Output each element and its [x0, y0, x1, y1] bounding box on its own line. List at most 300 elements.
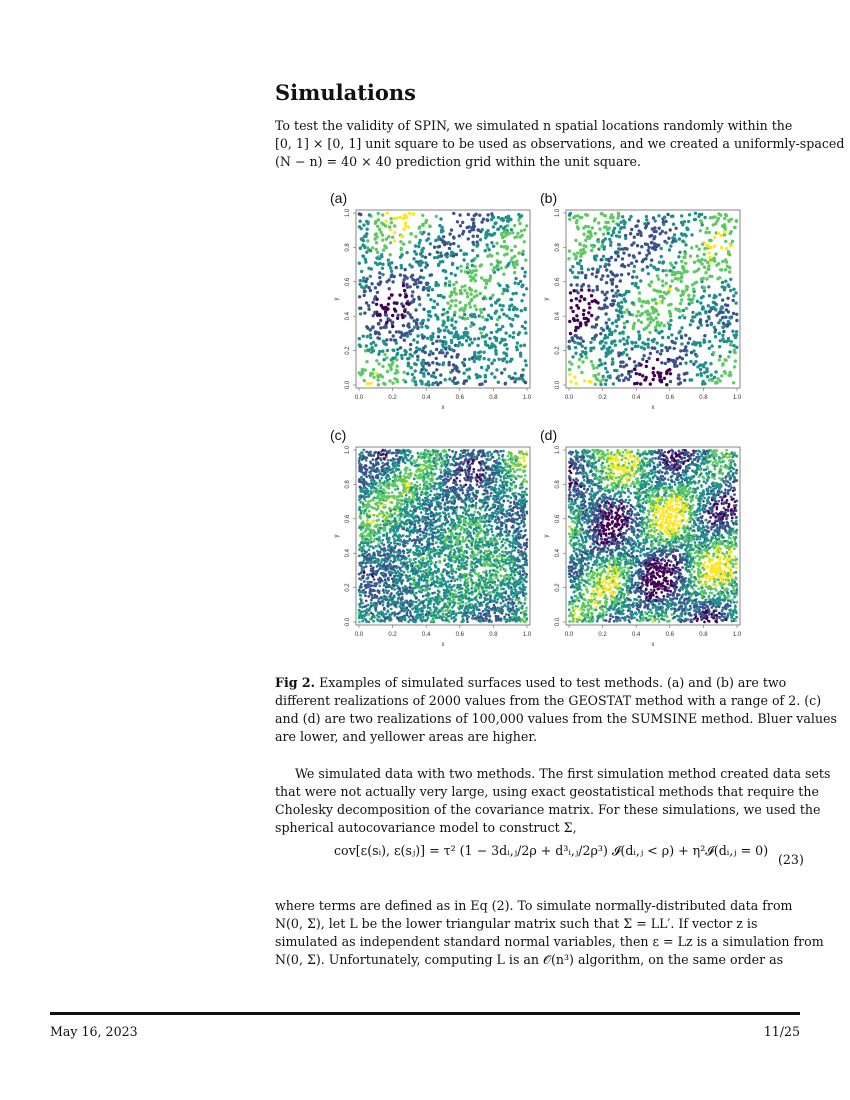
data-point [411, 290, 414, 293]
data-point [369, 588, 372, 591]
data-point [708, 294, 711, 297]
data-point [623, 311, 626, 314]
data-point [459, 532, 462, 535]
data-point [484, 374, 487, 377]
data-point [377, 322, 380, 325]
data-point [469, 288, 472, 291]
data-point [710, 344, 713, 347]
data-point [732, 299, 735, 302]
y-tick-label: 0.0 [345, 380, 351, 390]
data-point [503, 240, 506, 243]
data-point [486, 219, 489, 222]
data-point [389, 560, 392, 563]
data-point [431, 288, 434, 291]
data-point [494, 571, 497, 574]
data-point [714, 370, 717, 373]
data-point [600, 278, 603, 281]
data-point [713, 236, 716, 239]
data-point [587, 302, 590, 305]
data-point [718, 345, 721, 348]
data-point [721, 281, 724, 284]
data-point [506, 484, 509, 487]
data-point [486, 229, 489, 232]
data-point [610, 272, 613, 275]
data-point [592, 245, 595, 248]
data-point [361, 368, 364, 371]
data-point [497, 216, 500, 219]
data-point [607, 318, 610, 321]
data-point [409, 582, 412, 585]
data-point [519, 235, 522, 238]
data-point [627, 290, 630, 293]
data-point [418, 227, 421, 230]
data-point [597, 372, 600, 375]
data-point [661, 284, 664, 287]
data-point [587, 268, 590, 271]
data-point [373, 534, 376, 537]
data-point [378, 585, 381, 588]
data-point [511, 577, 514, 580]
data-point [496, 450, 499, 453]
data-point [508, 530, 511, 533]
data-point [691, 311, 694, 314]
data-point [712, 296, 715, 299]
data-point [648, 313, 651, 316]
data-point [416, 318, 419, 321]
data-point [584, 239, 587, 242]
data-point [637, 319, 640, 322]
data-point [358, 225, 361, 228]
data-point [735, 220, 738, 223]
data-point [697, 326, 700, 329]
data-point [372, 376, 375, 379]
data-point [372, 529, 375, 532]
data-point [685, 288, 688, 291]
data-point [625, 353, 628, 356]
data-point [655, 302, 658, 305]
data-point [583, 298, 586, 301]
data-point [424, 266, 427, 269]
data-point [579, 353, 582, 356]
data-point [488, 233, 491, 236]
data-point [407, 555, 410, 558]
data-point [575, 297, 578, 300]
data-point [482, 351, 485, 354]
data-point [634, 341, 637, 344]
data-point [669, 380, 672, 383]
data-point [482, 610, 485, 613]
data-point [621, 263, 624, 266]
data-point [387, 258, 390, 261]
data-point [493, 597, 496, 600]
data-point [571, 310, 574, 313]
data-point [459, 579, 462, 582]
data-point [498, 537, 501, 540]
data-point [484, 236, 487, 239]
data-point [708, 256, 711, 259]
data-point [570, 283, 573, 286]
data-point [379, 523, 382, 526]
data-point [492, 245, 495, 248]
data-point [482, 218, 485, 221]
x-tick-label: 0.2 [598, 395, 607, 401]
data-point [604, 367, 607, 370]
data-point [370, 282, 373, 285]
data-point [428, 224, 431, 227]
data-point [719, 339, 722, 342]
data-point [448, 603, 451, 606]
data-point [681, 314, 684, 317]
data-point [625, 247, 628, 250]
data-point [487, 314, 490, 317]
data-point [396, 458, 399, 461]
data-point [707, 244, 710, 247]
data-point [436, 303, 439, 306]
data-point [579, 252, 582, 255]
data-point [396, 314, 399, 317]
data-point [483, 326, 486, 329]
data-point [722, 340, 725, 343]
data-point [713, 259, 716, 262]
data-point [680, 298, 683, 301]
data-point [381, 350, 384, 353]
data-point [512, 292, 515, 295]
data-point [389, 266, 392, 269]
data-point [468, 343, 471, 346]
data-point [615, 319, 618, 322]
data-point [461, 361, 464, 364]
data-point [416, 536, 419, 539]
data-point [443, 336, 446, 339]
data-point [679, 349, 682, 352]
data-point [471, 264, 474, 267]
data-point [673, 347, 676, 350]
data-point [597, 221, 600, 224]
data-point [390, 608, 393, 611]
data-point [643, 222, 646, 225]
data-point [568, 320, 571, 323]
data-point [420, 269, 423, 272]
data-point [708, 347, 711, 350]
data-point [369, 333, 372, 336]
data-point [402, 284, 405, 287]
data-point [454, 299, 457, 302]
data-point [402, 278, 405, 281]
data-point [394, 372, 397, 375]
data-point [447, 363, 450, 366]
data-point [729, 289, 732, 292]
data-point [662, 220, 665, 223]
data-point [571, 338, 574, 341]
data-point [699, 372, 702, 375]
data-point [366, 222, 369, 225]
data-point [388, 487, 391, 490]
data-point [735, 319, 738, 322]
data-point [445, 326, 448, 329]
data-point [587, 311, 590, 314]
data-point [468, 269, 471, 272]
data-point [493, 359, 496, 362]
data-point [463, 358, 466, 361]
data-point [632, 327, 635, 330]
data-point [491, 294, 494, 297]
data-point [358, 262, 361, 265]
data-point [390, 273, 393, 276]
data-point [406, 372, 409, 375]
data-point [405, 216, 408, 219]
data-point [451, 450, 454, 453]
data-point [450, 348, 453, 351]
data-point [523, 275, 526, 278]
data-point [579, 259, 582, 262]
data-point [684, 234, 687, 237]
data-point [506, 618, 509, 621]
data-point [428, 593, 431, 596]
data-point [490, 331, 493, 334]
data-point [372, 620, 375, 623]
data-point [459, 289, 462, 292]
data-point [617, 223, 620, 226]
data-point [378, 271, 381, 274]
data-point [450, 532, 453, 535]
data-point [412, 300, 415, 303]
data-point [658, 261, 661, 264]
data-point [713, 376, 716, 379]
data-point [611, 216, 614, 219]
data-point [498, 487, 501, 490]
data-point [487, 358, 490, 361]
data-point [667, 237, 670, 240]
x-tick-label: 0.6 [665, 395, 674, 401]
data-point [732, 294, 735, 297]
data-point [419, 281, 422, 284]
data-point [599, 383, 602, 386]
data-point [464, 327, 467, 330]
data-point [663, 377, 666, 380]
data-point [381, 263, 384, 266]
data-point [664, 231, 667, 234]
data-point [698, 312, 701, 315]
y-tick-label: 0.4 [345, 312, 351, 321]
data-point [385, 237, 388, 240]
data-point [375, 248, 378, 251]
data-point [490, 241, 493, 244]
data-point [724, 240, 727, 243]
data-point [422, 346, 425, 349]
data-point [365, 344, 368, 347]
data-point [470, 548, 473, 551]
data-point [688, 337, 691, 340]
data-point [654, 326, 657, 329]
data-point [373, 297, 376, 300]
data-point [465, 368, 468, 371]
data-point [442, 320, 445, 323]
data-point [510, 324, 513, 327]
data-point [459, 265, 462, 268]
data-point [474, 279, 477, 282]
data-point [428, 533, 431, 536]
data-point [487, 455, 490, 458]
data-point [516, 263, 519, 266]
data-point [475, 308, 478, 311]
data-point [662, 269, 665, 272]
data-point [693, 315, 696, 318]
data-point [427, 293, 430, 296]
data-point [523, 344, 526, 347]
data-point [505, 534, 508, 537]
data-point [718, 332, 721, 335]
data-point [502, 273, 505, 276]
data-point [389, 241, 392, 244]
data-point [446, 301, 449, 304]
data-point [689, 323, 692, 326]
data-point [402, 324, 405, 327]
data-point [658, 331, 661, 334]
data-point [409, 348, 412, 351]
data-point [617, 314, 620, 317]
data-point [469, 338, 472, 341]
data-point [570, 299, 573, 302]
data-point [389, 366, 392, 369]
data-point [437, 330, 440, 333]
data-point [499, 260, 502, 263]
data-point [704, 231, 707, 234]
data-point [488, 337, 491, 340]
data-point [670, 340, 673, 343]
data-point [568, 249, 571, 252]
data-point [400, 302, 403, 305]
data-point [520, 611, 523, 614]
data-point [663, 216, 666, 219]
data-point [492, 216, 495, 219]
data-point [604, 312, 607, 315]
data-point [617, 243, 620, 246]
data-point [577, 227, 580, 230]
data-point [683, 220, 686, 223]
data-point [523, 240, 526, 243]
data-point [593, 255, 596, 258]
data-point [453, 492, 456, 495]
data-point [485, 486, 488, 489]
data-point [383, 353, 386, 356]
data-point [473, 214, 476, 217]
data-point [406, 357, 409, 360]
data-point [607, 232, 610, 235]
data-point [359, 312, 362, 315]
data-point [506, 219, 509, 222]
data-point [696, 373, 699, 376]
data-point [641, 358, 644, 361]
data-point [632, 241, 635, 244]
data-point [418, 348, 421, 351]
data-point [422, 276, 425, 279]
data-point [454, 274, 457, 277]
data-point [729, 230, 732, 233]
data-point [465, 379, 468, 382]
data-point [427, 314, 430, 317]
data-point [569, 380, 572, 383]
data-point [587, 284, 590, 287]
data-point [525, 555, 528, 558]
data-point [721, 363, 724, 366]
data-point [490, 492, 493, 495]
data-point [672, 360, 675, 363]
data-point [411, 373, 414, 376]
data-point [608, 374, 611, 377]
data-point [364, 258, 367, 261]
data-point [652, 318, 655, 321]
data-point [400, 235, 403, 238]
data-point [590, 360, 593, 363]
data-point [669, 315, 672, 318]
data-point [379, 479, 382, 482]
data-point [395, 301, 398, 304]
data-point [720, 268, 723, 271]
data-point [491, 530, 494, 533]
data-point [387, 303, 390, 306]
data-point [495, 242, 498, 245]
data-point [400, 266, 403, 269]
data-point [681, 223, 684, 226]
data-point [701, 223, 704, 226]
data-point [703, 247, 706, 250]
data-point [457, 245, 460, 248]
data-point [393, 339, 396, 342]
data-point [428, 353, 431, 356]
data-point [637, 310, 640, 313]
data-point [579, 324, 582, 327]
data-point [641, 300, 644, 303]
data-point [511, 376, 514, 379]
data-point [720, 234, 723, 237]
data-point [387, 262, 390, 265]
data-point [580, 288, 583, 291]
data-point [687, 220, 690, 223]
data-point [680, 342, 683, 345]
data-point [682, 309, 685, 312]
data-point [450, 319, 453, 322]
data-point [627, 336, 630, 339]
data-point [676, 289, 679, 292]
data-point [476, 583, 479, 586]
data-point [588, 306, 591, 309]
data-point [459, 224, 462, 227]
data-point [376, 291, 379, 294]
data-point [438, 351, 441, 354]
data-point [684, 334, 687, 337]
data-point [435, 348, 438, 351]
data-point [604, 334, 607, 337]
data-point [450, 331, 453, 334]
data-point [591, 364, 594, 367]
data-point [641, 268, 644, 271]
data-point [448, 280, 451, 283]
data-point [497, 358, 500, 361]
data-point [389, 253, 392, 256]
data-point [652, 371, 655, 374]
data-point [696, 300, 699, 303]
data-point [485, 243, 488, 246]
y-tick-label: 0.2 [345, 346, 351, 355]
data-point [661, 279, 664, 282]
data-point [383, 458, 386, 461]
data-point [604, 263, 607, 266]
data-point [630, 347, 633, 350]
data-point [734, 291, 737, 294]
data-point [453, 287, 456, 290]
data-point [641, 312, 644, 315]
data-point [573, 341, 576, 344]
